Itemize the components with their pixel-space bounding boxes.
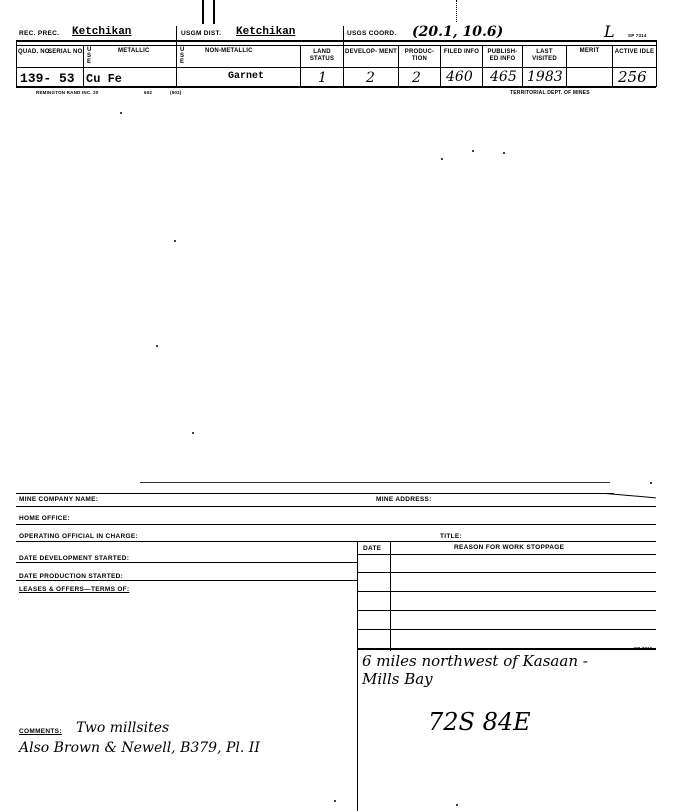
speck (472, 150, 474, 152)
row-rule (16, 524, 656, 525)
table-rule (357, 591, 656, 592)
metallic-value: Cu Fe (86, 72, 123, 86)
printer-credit: REMINGTON RAND INC. 20 (36, 90, 99, 95)
home-office-label: HOME OFFICE: (19, 515, 70, 522)
column-rule (343, 26, 344, 87)
col-serial-no: SERIAL NO. (48, 49, 85, 55)
usgs-coord-label: USGS COORD. (347, 30, 397, 37)
col-active-idle: ACTIVE IDLE (614, 49, 655, 55)
table-rule (357, 572, 656, 573)
date-column-header: DATE (363, 545, 382, 552)
row-rule (16, 580, 357, 581)
comments-label: COMMENTS: (19, 728, 62, 735)
col-use-2: U S E (180, 47, 185, 65)
table-rule (390, 541, 391, 651)
table-rule (357, 554, 656, 555)
printer-code-1: 602 (144, 90, 153, 95)
row-rule (16, 541, 656, 542)
dept-credit: TERRITORIAL DEPT. OF MINES (510, 90, 590, 96)
lower-form-number: SP 7315 (634, 646, 653, 651)
comments-line-2: Also Brown & Newell, B379, Pl. II (19, 740, 260, 756)
speck (156, 345, 158, 347)
binding-mark (202, 0, 204, 24)
development-value: 2 (366, 70, 375, 86)
land-status-value: 1 (318, 70, 327, 86)
title-label: TITLE: (440, 533, 463, 540)
col-merit: MERIT (579, 48, 600, 54)
filed-info-value: 460 (446, 69, 473, 85)
col-production: PRODUC- TION (404, 49, 435, 62)
rec-prec-label: REC. PREC. (19, 30, 60, 37)
col-last-visited: LAST VISITED (532, 49, 557, 62)
leases-label: LEASES & OFFERS—TERMS OF: (19, 586, 130, 593)
header-rule (16, 45, 656, 46)
location-line-1: 6 miles northwest of Kasaan - (362, 652, 588, 670)
table-rule (357, 610, 656, 611)
location-line-2: Mills Bay (362, 670, 433, 688)
speck (441, 158, 443, 160)
corner-letter: L (604, 22, 615, 41)
column-rule (16, 40, 17, 87)
map-code: 72S 84E (428, 708, 531, 736)
mine-address-label: MINE ADDRESS: (376, 496, 432, 503)
speck (334, 800, 336, 802)
binding-mark (456, 0, 457, 22)
header-rule (16, 67, 656, 68)
comments-line-1: Two millsites (76, 720, 170, 736)
speck (192, 432, 194, 434)
header-rule (16, 86, 656, 88)
col-published-info: PUBLISH- ED INFO (487, 49, 518, 62)
row-rule (16, 562, 357, 563)
table-rule (357, 629, 656, 630)
quad-serial-value: 139- 53 (20, 71, 75, 86)
date-production-label: DATE PRODUCTION STARTED: (19, 573, 124, 580)
speck (456, 804, 458, 806)
usgm-dist-label: USGM DIST. (181, 30, 222, 37)
row-rule (16, 506, 656, 507)
reason-column-header: REASON FOR WORK STOPPAGE (454, 544, 565, 551)
form-number: SP 7314 (628, 33, 647, 38)
column-rule (176, 26, 177, 87)
card-edge (606, 493, 656, 498)
usgm-dist-value: Ketchikan (236, 26, 296, 38)
col-use-1: U S E (87, 47, 92, 65)
card-edge (16, 493, 614, 494)
card-edge (140, 482, 610, 483)
speck (650, 482, 652, 484)
col-quad-no: QUAD. NO. (18, 49, 52, 55)
col-development: DEVELOP- MENT (345, 49, 397, 55)
col-land-status: LAND STATUS (309, 49, 335, 62)
last-visited-value: 1983 (527, 69, 563, 85)
mine-company-name-label: MINE COMPANY NAME: (19, 496, 99, 503)
operating-official-label: OPERATING OFFICIAL IN CHARGE: (19, 533, 138, 540)
non-metallic-value: Garnet (228, 71, 265, 82)
speck (120, 112, 122, 114)
col-filed-info: FILED INFO (443, 49, 480, 55)
table-rule (357, 541, 358, 651)
printer-code-2: (502) (170, 90, 182, 95)
speck (174, 240, 176, 242)
comments-rule (357, 651, 358, 811)
header-rule (16, 40, 656, 42)
usgs-coord-value: (20.1, 10.6) (412, 24, 504, 40)
date-development-label: DATE DEVELOPMENT STARTED: (19, 555, 130, 562)
production-value: 2 (412, 70, 421, 86)
col-non-metallic: NON-METALLIC (205, 48, 253, 54)
table-rule (357, 648, 656, 650)
rec-prec-value: Ketchikan (72, 26, 132, 38)
column-rule (656, 40, 657, 87)
published-info-value: 465 (490, 69, 517, 85)
col-metallic: METALLIC (118, 48, 150, 54)
binding-mark (213, 0, 215, 24)
speck (503, 152, 505, 154)
active-idle-value: 256 (618, 68, 647, 86)
